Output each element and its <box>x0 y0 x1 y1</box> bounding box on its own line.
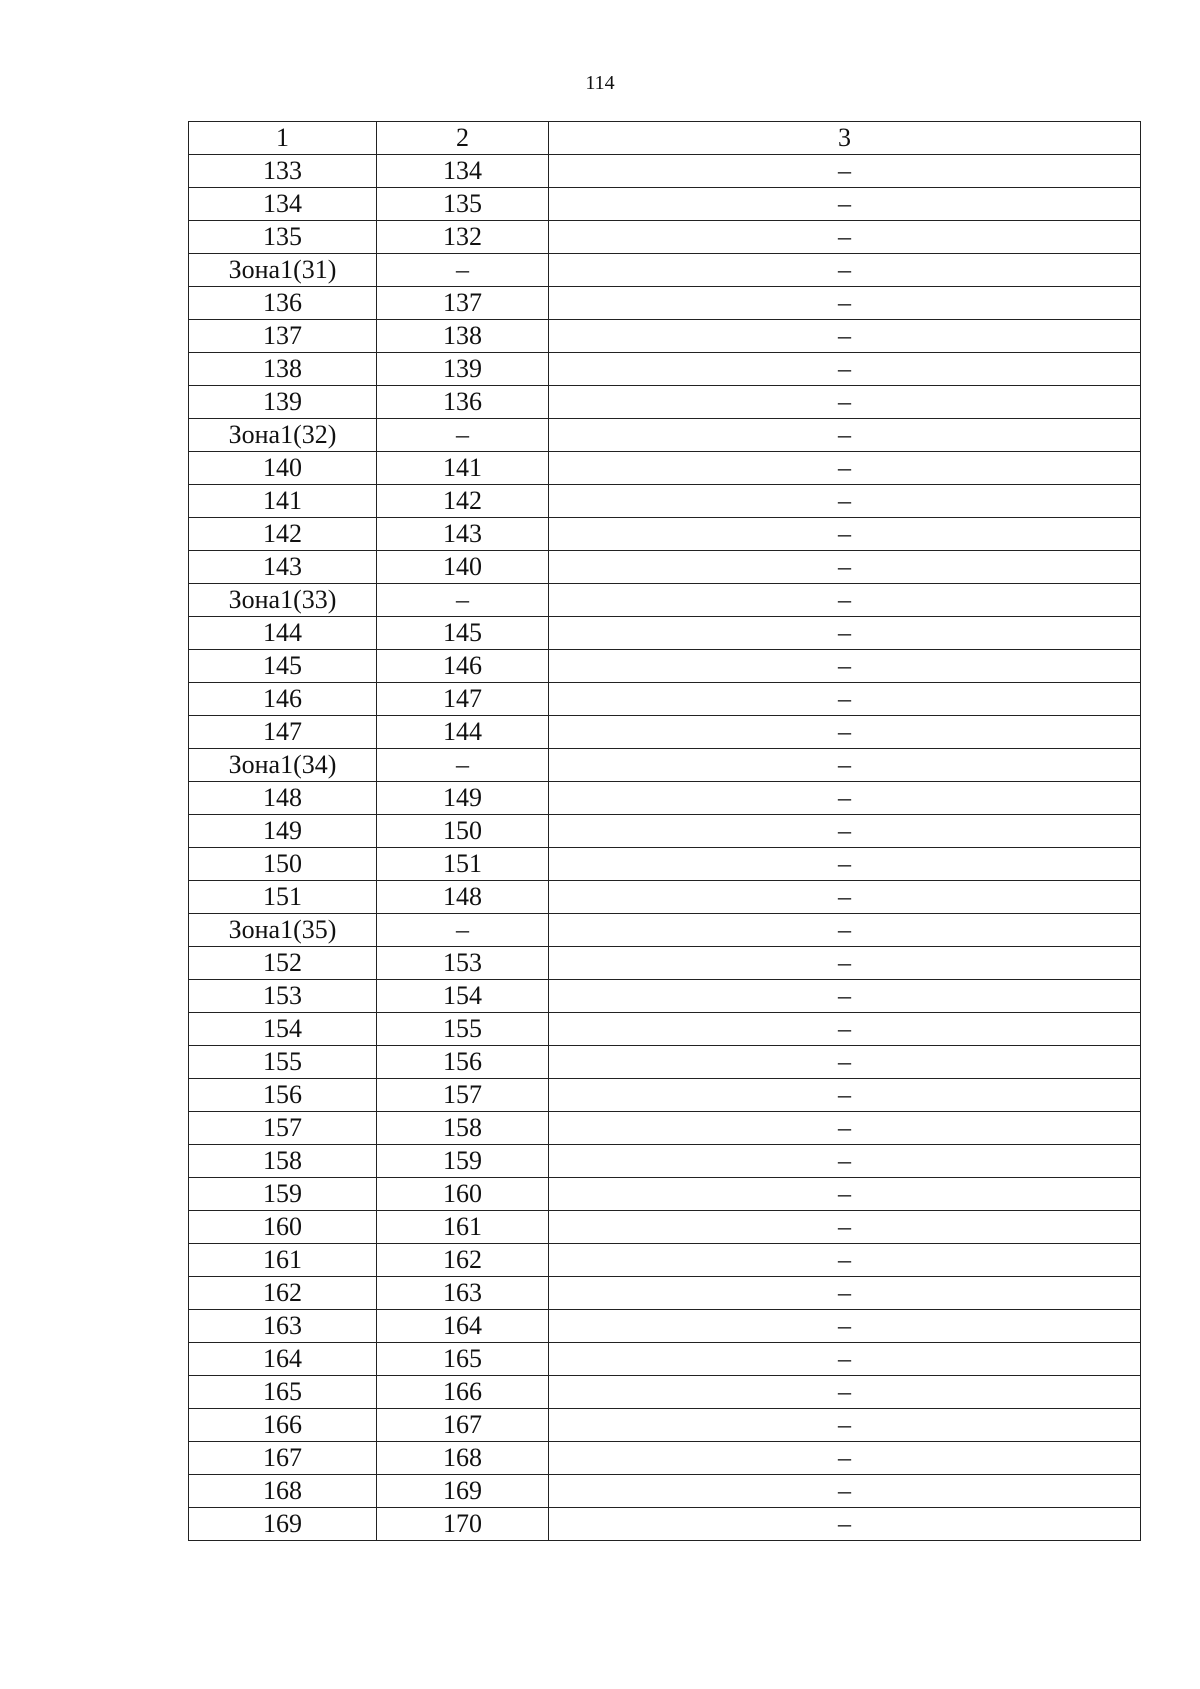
table-cell-col2: – <box>377 419 549 452</box>
table-row <box>189 1211 1141 1244</box>
table-row <box>189 881 1141 914</box>
table-cell-col3: – <box>549 551 1141 584</box>
table-cell-col2: 148 <box>377 881 549 914</box>
table-row <box>189 452 1141 485</box>
table-cell-col2: 138 <box>377 320 549 353</box>
table-row <box>189 1376 1141 1409</box>
table-cell-col2: 137 <box>377 287 549 320</box>
table-cell-col2: 169 <box>377 1475 549 1508</box>
table-cell-col1: Зона1(34) <box>189 749 377 782</box>
table-cell-col3: – <box>549 1112 1141 1145</box>
table-row <box>189 320 1141 353</box>
table-row <box>189 1277 1141 1310</box>
table-cell-col3: – <box>549 419 1141 452</box>
table-cell-col1: 161 <box>189 1244 377 1277</box>
table-row <box>189 1112 1141 1145</box>
table-cell-col3: – <box>549 683 1141 716</box>
table-row <box>189 617 1141 650</box>
table-row <box>189 914 1141 947</box>
table-cell-col1: 144 <box>189 617 377 650</box>
table-cell-col2: 155 <box>377 1013 549 1046</box>
table-cell-col3: – <box>549 1376 1141 1409</box>
table-cell-col2: 153 <box>377 947 549 980</box>
table-cell-col3: – <box>549 1079 1141 1112</box>
table-cell-col2: 146 <box>377 650 549 683</box>
table-cell-col1: 166 <box>189 1409 377 1442</box>
table-cell-col2: 132 <box>377 221 549 254</box>
table-cell-col1: 162 <box>189 1277 377 1310</box>
table-cell-col1: 136 <box>189 287 377 320</box>
table-cell-col1: Зона1(32) <box>189 419 377 452</box>
table-row <box>189 188 1141 221</box>
table-cell-col2: 162 <box>377 1244 549 1277</box>
table-row <box>189 1244 1141 1277</box>
table-cell-col3: – <box>549 617 1141 650</box>
table-cell-col1: 150 <box>189 848 377 881</box>
table-cell-col2: 164 <box>377 1310 549 1343</box>
table-row <box>189 1409 1141 1442</box>
table-row <box>189 848 1141 881</box>
table-cell-col3: – <box>549 848 1141 881</box>
table-row <box>189 947 1141 980</box>
table-cell-col1: 133 <box>189 155 377 188</box>
table-cell-col3: – <box>549 155 1141 188</box>
table-cell-col3: – <box>549 287 1141 320</box>
table-cell-col2: 141 <box>377 452 549 485</box>
table-cell-col2: 160 <box>377 1178 549 1211</box>
table-row <box>189 1475 1141 1508</box>
column-header-3: 3 <box>549 122 1141 155</box>
page-number: 114 <box>585 72 615 94</box>
table-cell-col3: – <box>549 254 1141 287</box>
table-cell-col3: – <box>549 815 1141 848</box>
table-cell-col1: 135 <box>189 221 377 254</box>
table-cell-col3: – <box>549 518 1141 551</box>
table-cell-col2: 158 <box>377 1112 549 1145</box>
table-row <box>189 1310 1141 1343</box>
table-cell-col3: – <box>549 353 1141 386</box>
table-cell-col1: 149 <box>189 815 377 848</box>
table-row <box>189 287 1141 320</box>
table-cell-col3: – <box>549 1046 1141 1079</box>
table-cell-col2: 136 <box>377 386 549 419</box>
table-cell-col1: Зона1(31) <box>189 254 377 287</box>
table-cell-col3: – <box>549 1277 1141 1310</box>
table-cell-col3: – <box>549 452 1141 485</box>
table-cell-col3: – <box>549 1508 1141 1541</box>
table-row <box>189 353 1141 386</box>
table-cell-col3: – <box>549 1178 1141 1211</box>
table-cell-col2: 163 <box>377 1277 549 1310</box>
table-cell-col1: 140 <box>189 452 377 485</box>
table-row <box>189 1046 1141 1079</box>
column-header-1: 1 <box>189 122 377 155</box>
table-cell-col1: 163 <box>189 1310 377 1343</box>
table-cell-col2: 154 <box>377 980 549 1013</box>
table-cell-col3: – <box>549 782 1141 815</box>
table-row <box>189 1343 1141 1376</box>
table-row <box>189 1013 1141 1046</box>
table-row <box>189 155 1141 188</box>
table-cell-col3: – <box>549 320 1141 353</box>
table-cell-col3: – <box>549 749 1141 782</box>
table-cell-col1: 169 <box>189 1508 377 1541</box>
table-row <box>189 419 1141 452</box>
table-cell-col2: 140 <box>377 551 549 584</box>
table-cell-col2: 157 <box>377 1079 549 1112</box>
table-cell-col1: 159 <box>189 1178 377 1211</box>
table-row <box>189 716 1141 749</box>
table-cell-col2: – <box>377 584 549 617</box>
table-cell-col1: 157 <box>189 1112 377 1145</box>
table-cell-col1: 156 <box>189 1079 377 1112</box>
table-cell-col2: 166 <box>377 1376 549 1409</box>
table-cell-col3: – <box>549 1442 1141 1475</box>
table-header-row <box>189 122 1141 155</box>
table-cell-col2: 170 <box>377 1508 549 1541</box>
table-cell-col1: 134 <box>189 188 377 221</box>
table-cell-col1: 168 <box>189 1475 377 1508</box>
table-row <box>189 782 1141 815</box>
table-cell-col2: 145 <box>377 617 549 650</box>
table-cell-col3: – <box>549 980 1141 1013</box>
table-cell-col3: – <box>549 188 1141 221</box>
table-cell-col2: 139 <box>377 353 549 386</box>
table-cell-col1: 155 <box>189 1046 377 1079</box>
table-cell-col1: 141 <box>189 485 377 518</box>
table-cell-col1: 152 <box>189 947 377 980</box>
table-row <box>189 749 1141 782</box>
table-cell-col2: 143 <box>377 518 549 551</box>
table-cell-col2: 149 <box>377 782 549 815</box>
table-cell-col1: 148 <box>189 782 377 815</box>
table-cell-col3: – <box>549 1145 1141 1178</box>
table-cell-col1: 164 <box>189 1343 377 1376</box>
table-cell-col3: – <box>549 947 1141 980</box>
table-row <box>189 584 1141 617</box>
table-cell-col2: 147 <box>377 683 549 716</box>
table-cell-col2: 167 <box>377 1409 549 1442</box>
table-row <box>189 683 1141 716</box>
table-cell-col3: – <box>549 1013 1141 1046</box>
table-row <box>189 551 1141 584</box>
table-cell-col3: – <box>549 650 1141 683</box>
table-cell-col3: – <box>549 1475 1141 1508</box>
table-cell-col2: 150 <box>377 815 549 848</box>
table-row <box>189 1145 1141 1178</box>
table-row <box>189 485 1141 518</box>
table-cell-col2: 142 <box>377 485 549 518</box>
table-cell-col1: 146 <box>189 683 377 716</box>
table-cell-col3: – <box>549 386 1141 419</box>
table-row <box>189 1508 1141 1541</box>
table-cell-col3: – <box>549 584 1141 617</box>
table-cell-col2: 135 <box>377 188 549 221</box>
table-cell-col1: 167 <box>189 1442 377 1475</box>
table-row <box>189 1079 1141 1112</box>
table-cell-col3: – <box>549 914 1141 947</box>
table-cell-col2: – <box>377 254 549 287</box>
table-cell-col3: – <box>549 1244 1141 1277</box>
table-cell-col2: 144 <box>377 716 549 749</box>
table-cell-col3: – <box>549 881 1141 914</box>
table-row <box>189 254 1141 287</box>
table-cell-col3: – <box>549 485 1141 518</box>
table-cell-col2: 156 <box>377 1046 549 1079</box>
table-cell-col2: 161 <box>377 1211 549 1244</box>
data-table <box>188 121 1141 1541</box>
table-cell-col1: 143 <box>189 551 377 584</box>
table-cell-col1: 138 <box>189 353 377 386</box>
table-row <box>189 1178 1141 1211</box>
table-cell-col1: 158 <box>189 1145 377 1178</box>
table-cell-col1: 147 <box>189 716 377 749</box>
table-cell-col2: 168 <box>377 1442 549 1475</box>
table-cell-col3: – <box>549 1310 1141 1343</box>
table-body <box>189 122 1141 1541</box>
table-cell-col3: – <box>549 1409 1141 1442</box>
table-cell-col2: 151 <box>377 848 549 881</box>
table-cell-col2: 134 <box>377 155 549 188</box>
table-row <box>189 980 1141 1013</box>
table-cell-col2: – <box>377 914 549 947</box>
table-row <box>189 518 1141 551</box>
table-cell-col1: 151 <box>189 881 377 914</box>
table-cell-col2: – <box>377 749 549 782</box>
table-row <box>189 650 1141 683</box>
table-cell-col1: 139 <box>189 386 377 419</box>
table-cell-col1: 142 <box>189 518 377 551</box>
table-cell-col1: 160 <box>189 1211 377 1244</box>
table-cell-col3: – <box>549 1343 1141 1376</box>
table-row <box>189 1442 1141 1475</box>
table-cell-col3: – <box>549 716 1141 749</box>
table-cell-col3: – <box>549 221 1141 254</box>
column-header-2: 2 <box>377 122 549 155</box>
table-cell-col1: 165 <box>189 1376 377 1409</box>
table-cell-col1: 153 <box>189 980 377 1013</box>
table-row <box>189 386 1141 419</box>
table-cell-col1: Зона1(33) <box>189 584 377 617</box>
table-cell-col1: 154 <box>189 1013 377 1046</box>
table-cell-col2: 165 <box>377 1343 549 1376</box>
table-row <box>189 221 1141 254</box>
table-cell-col2: 159 <box>377 1145 549 1178</box>
table-cell-col1: 137 <box>189 320 377 353</box>
table-row <box>189 815 1141 848</box>
table-cell-col1: Зона1(35) <box>189 914 377 947</box>
table-cell-col1: 145 <box>189 650 377 683</box>
table-cell-col3: – <box>549 1211 1141 1244</box>
